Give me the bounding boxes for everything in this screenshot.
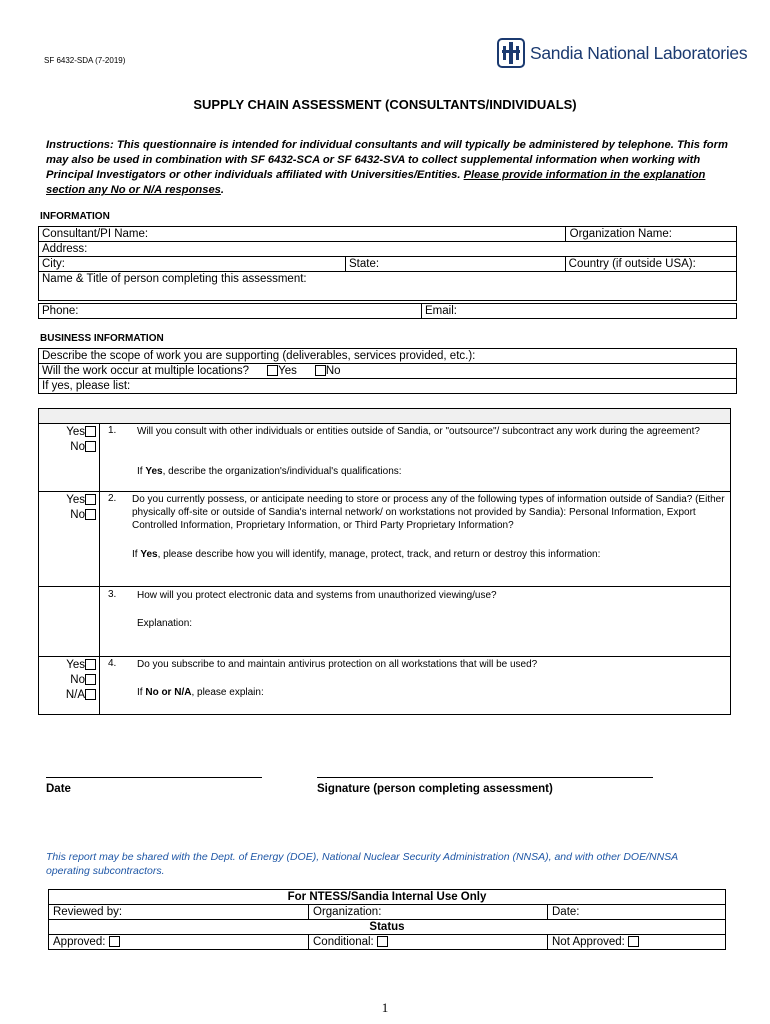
email-field[interactable] bbox=[422, 304, 737, 319]
locations-yes-label: Yes bbox=[278, 365, 297, 377]
conditional-cell bbox=[309, 935, 548, 950]
page-number: 1 bbox=[381, 1000, 389, 1015]
approved-checkbox[interactable] bbox=[109, 936, 120, 947]
q1-no-checkbox[interactable] bbox=[85, 441, 96, 452]
locations-list-field[interactable] bbox=[39, 379, 737, 394]
logo-text: Sandia National Laboratories bbox=[530, 42, 748, 63]
q2-answers bbox=[39, 493, 96, 523]
approved-cell bbox=[49, 935, 309, 950]
organization-label: Organization Name: bbox=[569, 228, 672, 240]
q4-number: 4. bbox=[108, 658, 117, 669]
business-table bbox=[38, 348, 737, 394]
instructions-underlined: Please provide information in the explanation section any No or N/A responses bbox=[46, 169, 706, 196]
country-field[interactable] bbox=[565, 257, 736, 272]
q1-followup bbox=[137, 465, 727, 478]
address-field[interactable] bbox=[39, 242, 737, 257]
email-label: Email: bbox=[425, 305, 457, 317]
q4-yes-checkbox[interactable] bbox=[85, 659, 96, 670]
consultant-label: Consultant/PI Name: bbox=[42, 228, 149, 240]
not-approved-cell bbox=[548, 935, 726, 950]
information-table bbox=[38, 226, 737, 301]
status-heading: Status bbox=[49, 920, 726, 935]
instructions-end: . bbox=[220, 184, 225, 196]
q1-text: Will you consult with other individuals or entities outside of Sandia, or "outsource"/ subcontract any work during the agreement? bbox=[137, 426, 700, 437]
sharing-note: This report may be shared with the Dept. of Energy (DOE), National Nuclear Security Administration (NNSA), and with other DOE/NNSA operating subcontractors. bbox=[46, 851, 678, 877]
q4-no-checkbox[interactable] bbox=[85, 674, 96, 685]
page-title: SUPPLY CHAIN ASSESSMENT (CONSULTANTS/INDIVIDUALS) bbox=[193, 97, 577, 112]
date-label: Date bbox=[46, 783, 71, 795]
internal-use-heading: For NTESS/Sandia Internal Use Only bbox=[49, 890, 726, 905]
q1-yes-label: Yes bbox=[66, 426, 85, 438]
q2-followup-rest: , please describe how you will identify, manage, protect, track, and return or destroy this information: bbox=[157, 549, 601, 560]
locations-no-label: No bbox=[325, 365, 341, 377]
instructions-text: Instructions: This questionnaire is intended for individual consultants and will typically be administered by telephone. This form may also be used in combination with SF 6432-SCA or SF 6432-SVA to collect supplemental information when working with Principal Investigators or other individuals affiliated with Universities/Entities. bbox=[46, 139, 728, 181]
not-approved-label: Not Approved: bbox=[552, 936, 625, 948]
city-field[interactable] bbox=[39, 257, 346, 272]
q4-na-label: N/A bbox=[65, 689, 85, 701]
q3-text: How will you protect electronic data and systems from unauthorized viewing/use? bbox=[137, 590, 497, 601]
q4-followup-prefix: If bbox=[137, 687, 146, 698]
q1-followup-prefix: If bbox=[137, 466, 146, 477]
contact-table bbox=[38, 303, 737, 319]
reviewed-by-label: Reviewed by: bbox=[53, 906, 123, 918]
q2-yes-checkbox[interactable] bbox=[85, 494, 96, 505]
city-label: City: bbox=[42, 258, 65, 270]
q4-followup-rest: , please explain: bbox=[191, 687, 264, 698]
information-heading: INFORMATION bbox=[40, 211, 110, 222]
question-separator bbox=[39, 656, 730, 657]
q4-na-checkbox[interactable] bbox=[85, 689, 96, 700]
questions-section bbox=[38, 408, 731, 715]
questions-header-bar bbox=[39, 409, 730, 424]
organization-review-label: Organization: bbox=[313, 906, 382, 918]
name-title-field[interactable] bbox=[39, 272, 737, 301]
locations-row bbox=[39, 364, 737, 379]
q2-followup-bold: Yes bbox=[140, 549, 158, 560]
q2-no-label: No bbox=[70, 509, 85, 521]
organization-name-field[interactable] bbox=[565, 227, 736, 242]
phone-label: Phone: bbox=[42, 305, 79, 317]
not-approved-checkbox[interactable] bbox=[628, 936, 639, 947]
conditional-checkbox[interactable] bbox=[377, 936, 388, 947]
q4-followup bbox=[137, 686, 727, 699]
q4-answers bbox=[39, 658, 96, 703]
form-number: SF 6432-SDA (7-2019) bbox=[44, 56, 126, 65]
q4-no-label: No bbox=[70, 674, 85, 686]
q1-number: 1. bbox=[108, 425, 117, 436]
q1-answers bbox=[39, 425, 96, 455]
organization-review-field[interactable] bbox=[309, 905, 548, 920]
q2-no-checkbox[interactable] bbox=[85, 509, 96, 520]
scope-field[interactable] bbox=[39, 349, 737, 364]
phone-field[interactable] bbox=[39, 304, 422, 319]
review-date-label: Date: bbox=[552, 906, 580, 918]
date-line[interactable] bbox=[46, 777, 262, 778]
q4-yes-label: Yes bbox=[66, 659, 85, 671]
q2-followup bbox=[132, 548, 728, 561]
locations-label: Will the work occur at multiple locations? bbox=[42, 365, 250, 377]
approved-label: Approved: bbox=[53, 936, 106, 948]
q3-number: 3. bbox=[108, 589, 117, 600]
q4-followup-bold: No or N/A bbox=[145, 687, 192, 698]
q4-text: Do you subscribe to and maintain antivirus protection on all workstations that will be used? bbox=[137, 659, 538, 670]
q1-followup-rest: , describe the organization's/individual's qualifications: bbox=[162, 466, 402, 477]
q3-followup: Explanation: bbox=[137, 618, 193, 629]
locations-list-label: If yes, please list: bbox=[42, 380, 131, 392]
sandia-thunderbird-icon bbox=[497, 38, 525, 68]
q2-number: 2. bbox=[108, 493, 117, 504]
reviewed-by-field[interactable] bbox=[49, 905, 309, 920]
questions-divider bbox=[99, 424, 100, 714]
scope-label: Describe the scope of work you are supporting (deliverables, services provided, etc.): bbox=[42, 350, 476, 362]
signature-label: Signature (person completing assessment) bbox=[317, 783, 553, 795]
address-label: Address: bbox=[42, 243, 88, 255]
instructions bbox=[46, 138, 736, 198]
q2-followup-prefix: If bbox=[132, 549, 141, 560]
signature-line[interactable] bbox=[317, 777, 653, 778]
consultant-name-field[interactable] bbox=[39, 227, 566, 242]
country-label: Country (if outside USA): bbox=[568, 258, 696, 270]
business-heading: BUSINESS INFORMATION bbox=[40, 333, 164, 344]
conditional-label: Conditional: bbox=[313, 936, 374, 948]
q2-yes-label: Yes bbox=[66, 494, 85, 506]
internal-use-table bbox=[48, 889, 726, 950]
q2-text: Do you currently possess, or anticipate needing to store or process any of the following types of information outside of Sandia? (Either physically off-site or outside of Sandia's internal network/ on workstations not provided by Sandia): Personal Information, Export Controlled Information, Proprietary Information, or Third Party Proprietary Information? bbox=[132, 494, 725, 531]
state-field[interactable] bbox=[346, 257, 566, 272]
q1-followup-bold: Yes bbox=[145, 466, 163, 477]
locations-yes-checkbox[interactable] bbox=[267, 365, 278, 376]
state-label: State: bbox=[349, 258, 380, 270]
q1-yes-checkbox[interactable] bbox=[85, 426, 96, 437]
q1-no-label: No bbox=[70, 441, 85, 453]
question-separator bbox=[39, 491, 730, 492]
locations-no-checkbox[interactable] bbox=[315, 365, 326, 376]
name-title-label: Name & Title of person completing this assessment: bbox=[42, 273, 307, 285]
sandia-logo bbox=[497, 37, 747, 69]
question-separator bbox=[39, 586, 730, 587]
review-date-field[interactable] bbox=[548, 905, 726, 920]
